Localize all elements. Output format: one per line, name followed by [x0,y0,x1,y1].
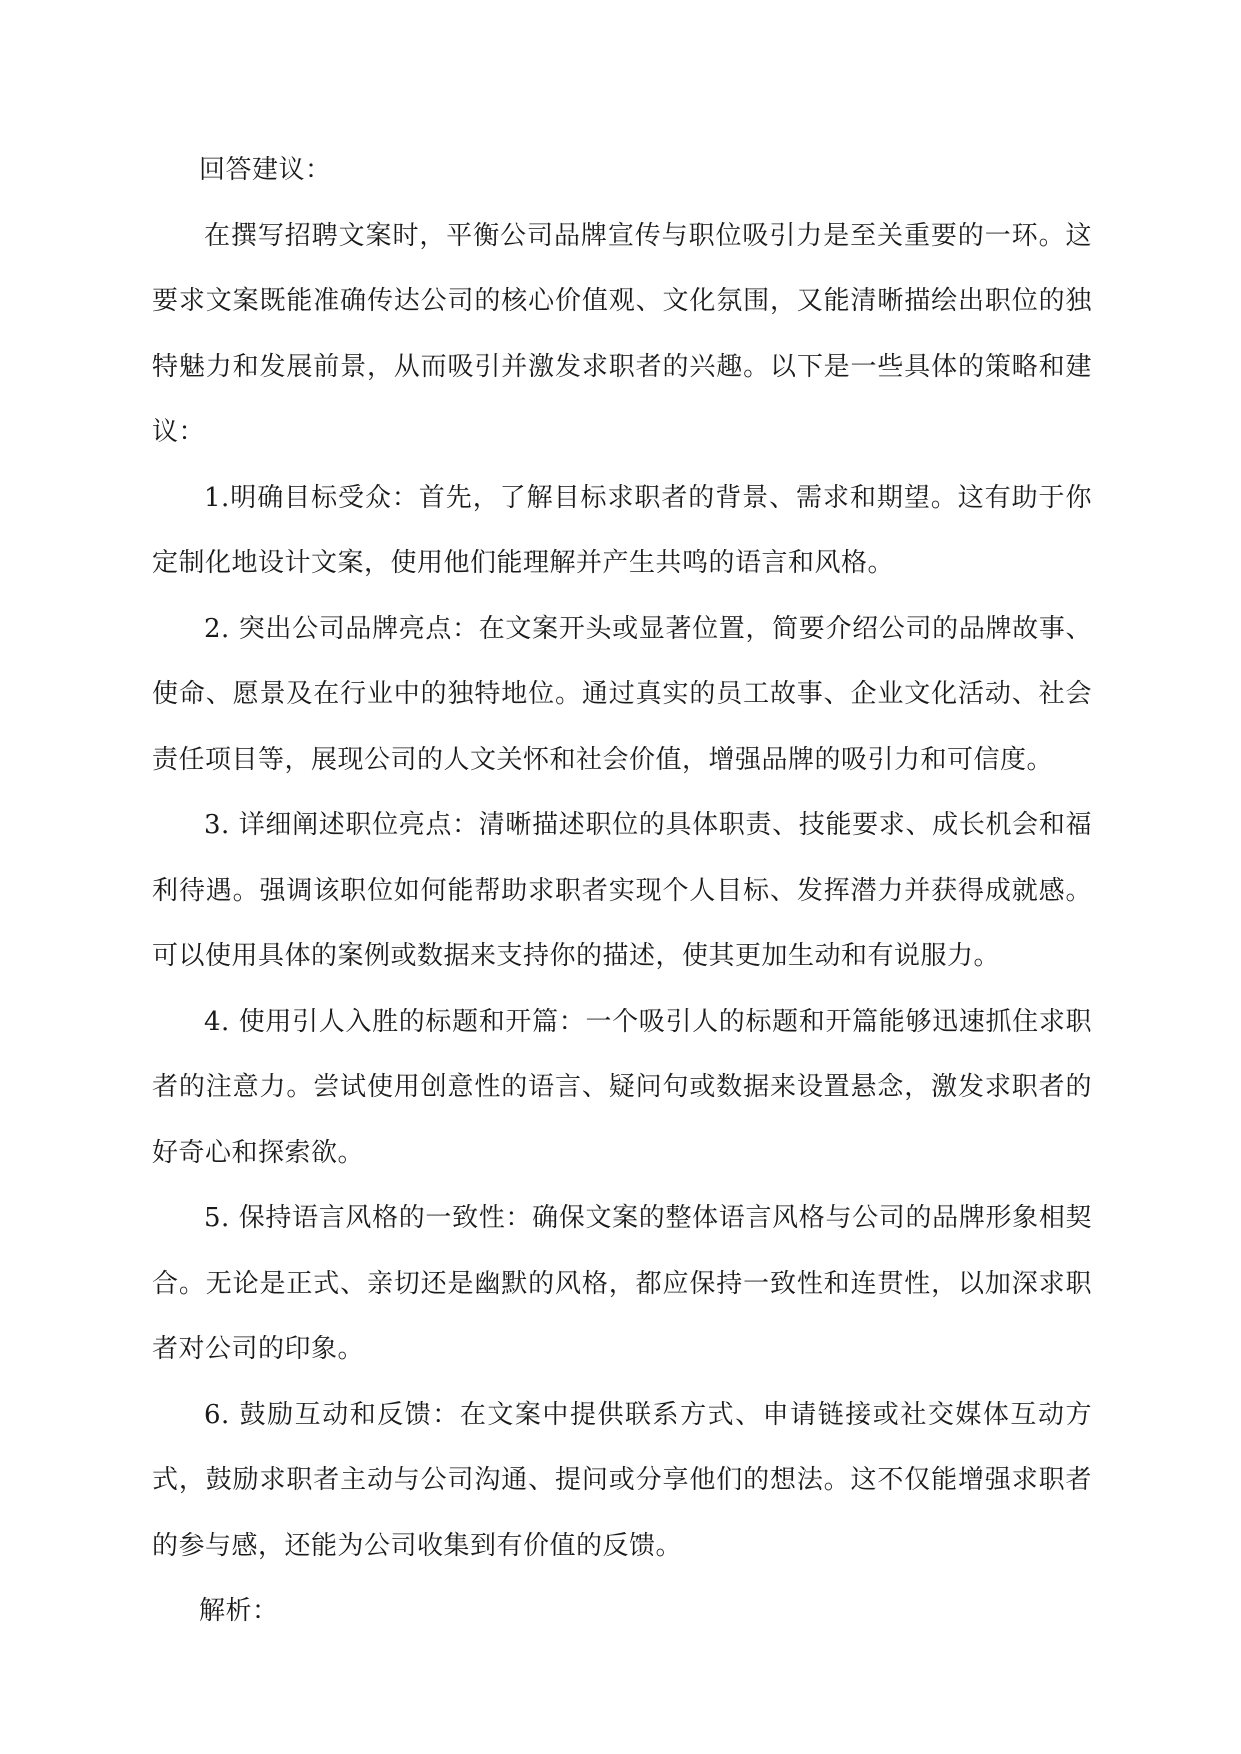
point-6-paragraph: 6. 鼓励互动和反馈：在文案中提供联系方式、申请链接或社交媒体互动方式，鼓励求职者主动与公司沟通、提问或分享他们的想法。这不仅能增强求职者的参与感，还能为公司收集到有价值的反馈。 [152,1399,1092,1561]
point-3-paragraph: 3. 详细阐述职位亮点：清晰描述职位的具体职责、技能要求、成长机会和福利待遇。强调该职位如何能帮助求职者实现个人目标、发挥潜力并获得成就感。可以使用具体的案例或数据来支持你的描述，使其更加生动和有说服力。 [152,810,1092,971]
intro-paragraph: 在撰写招聘文案时，平衡公司品牌宣传与职位吸引力是至关重要的一环。这要求文案既能准确传达公司的核心价值观、文化氛围，又能清晰描绘出职位的独特魅力和发展前景，从而吸引并激发求职者的兴趣。以下是一些具体的策略和建议： [152,220,1092,447]
answer-heading: 回答建议： [199,155,332,185]
document-body [152,138,1092,1645]
point-2-paragraph: 2. 突出公司品牌亮点：在文案开头或显著位置，简要介绍公司的品牌故事、使命、愿景及在行业中的独特地位。通过真实的员工故事、企业文化活动、社会责任项目等，展现公司的人文关怀和社会价值，增强品牌的吸引力和可信度。 [152,613,1092,775]
point-1-paragraph: 1.明确目标受众：首先，了解目标求职者的背景、需求和期望。这有助于你定制化地设计文案，使用他们能理解并产生共鸣的语言和风格。 [152,482,1092,578]
point-5-paragraph: 5. 保持语言风格的一致性：确保文案的整体语言风格与公司的品牌形象相契合。无论是正式、亲切还是幽默的风格，都应保持一致性和连贯性，以加深求职者对公司的印象。 [152,1203,1092,1364]
point-4-paragraph: 4. 使用引人入胜的标题和开篇：一个吸引人的标题和开篇能够迅速抓住求职者的注意力。尝试使用创意性的语言、疑问句或数据来设置悬念，激发求职者的好奇心和探索欲。 [152,1006,1092,1168]
analysis-heading: 解析： [199,1596,279,1626]
